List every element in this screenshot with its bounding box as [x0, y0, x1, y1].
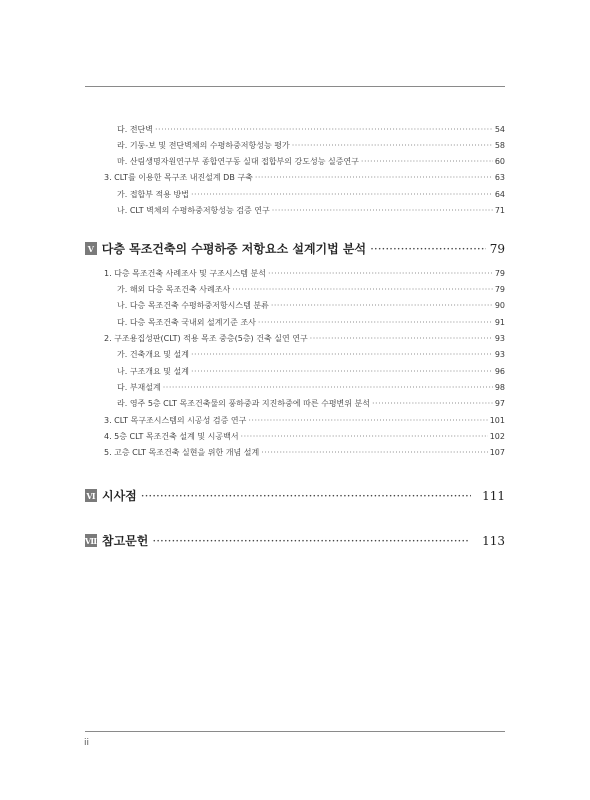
chapter-page: 111: [482, 488, 505, 503]
toc-entry[interactable]: [104, 447, 505, 458]
toc-entry-page: 64: [494, 190, 505, 199]
toc-entry[interactable]: [104, 172, 505, 183]
toc-entry-title: 가. 접합부 적용 방법: [117, 190, 189, 199]
toc-entry[interactable]: [117, 366, 505, 377]
toc-chapter[interactable]: [85, 487, 505, 504]
toc-entry-title: 다. 다층 목조건축 국내외 설계기준 조사: [117, 318, 256, 327]
toc-entry-title: 3. CLT 목구조시스템의 시공성 검증 연구: [104, 416, 247, 425]
chapter-page: 79: [489, 241, 505, 256]
toc-entry-page: 93: [494, 334, 505, 343]
dot-leader: [191, 190, 493, 199]
chapter-page: 113: [482, 533, 505, 548]
toc-entry[interactable]: [117, 205, 505, 216]
dot-leader: [292, 141, 493, 150]
dot-leader: [248, 416, 487, 425]
dot-leader: [163, 383, 493, 392]
dot-leader: [241, 432, 488, 441]
dot-leader: [232, 285, 493, 294]
toc-entry[interactable]: [117, 189, 505, 200]
dot-leader: [141, 489, 471, 503]
toc-entry-page: 91: [494, 318, 505, 327]
toc-entry[interactable]: [104, 268, 505, 279]
dot-leader: [372, 399, 493, 408]
toc-entry-title: 다. 부재설계: [117, 383, 161, 392]
chapter-title: 시사점: [102, 489, 137, 503]
dot-leader: [258, 318, 493, 327]
toc-entry[interactable]: [117, 284, 505, 295]
toc-entry-title: 1. 다층 목조건축 사례조사 및 구조시스템 분석: [104, 269, 266, 278]
chapter-number-badge: Ⅴ: [85, 242, 97, 255]
toc-entry-title: 4. 5층 CLT 목조건축 설계 및 시공백서: [104, 432, 239, 441]
toc-entry-page: 97: [494, 399, 505, 408]
dot-leader: [191, 350, 493, 359]
chapter-title: 다층 목조건축의 수평하중 저항요소 설계기법 분석: [101, 242, 367, 256]
toc-entry-title: 나. 다층 목조건축 수평하중저항시스템 분류: [117, 301, 269, 310]
toc-entry-page: 79: [494, 269, 505, 278]
bottom-rule: [85, 731, 505, 732]
chapter-number-badge: Ⅵ: [86, 490, 96, 501]
toc-entry-title: 다. 전단벽: [117, 125, 153, 134]
toc-entry-title: 라. 기둥-보 및 전단벽체의 수평하중저항성능 평가: [117, 141, 290, 150]
dot-leader: [152, 534, 470, 548]
toc-entry-page: 90: [494, 301, 505, 310]
toc-entry[interactable]: [117, 398, 505, 409]
chapter-number-badge: Ⅶ: [84, 535, 98, 546]
toc-entry-title: 나. 구조개요 및 설계: [117, 367, 189, 376]
toc-entry[interactable]: [104, 333, 505, 344]
dot-leader: [155, 125, 493, 134]
toc-entry[interactable]: [117, 349, 505, 360]
dot-leader: [361, 157, 493, 166]
dot-leader: [310, 334, 493, 343]
dot-leader: [271, 301, 493, 310]
dot-leader: [255, 173, 493, 182]
toc-entry-page: 93: [494, 350, 505, 359]
toc-entry[interactable]: [104, 431, 505, 442]
toc-chapter[interactable]: [85, 532, 505, 549]
chapter-title: 참고문헌: [102, 534, 149, 548]
toc-entry-page: 96: [494, 367, 505, 376]
toc-entry[interactable]: [104, 415, 505, 426]
toc-entry-page: 79: [494, 285, 505, 294]
toc-entry-title: 라. 영주 5층 CLT 목조건축물의 풍하중과 지진하중에 따른 수평변위 분석: [117, 399, 371, 408]
toc-entry-page: 102: [489, 432, 505, 441]
toc-entry[interactable]: [117, 317, 505, 328]
toc-entry-page: 58: [494, 141, 505, 150]
toc-entry-page: 71: [494, 206, 505, 215]
toc-entry-title: 나. CLT 벽체의 수평하중저항성능 검증 연구: [117, 206, 270, 215]
toc-entry[interactable]: [117, 140, 505, 151]
page-number: ii: [84, 738, 90, 748]
dot-leader: [272, 206, 493, 215]
toc-entry-title: 2. 구조용집성판(CLT) 적용 목조 중층(5층) 건축 실연 연구: [104, 334, 308, 343]
toc-entry-page: 101: [489, 416, 505, 425]
toc-entry-title: 3. CLT를 이용한 목구조 내진설계 DB 구축: [104, 173, 253, 182]
dot-leader: [191, 367, 493, 376]
toc-entry-title: 마. 산림생명자원연구부 종합연구동 실대 접합부의 강도성능 실증연구: [117, 157, 359, 166]
toc-chapter[interactable]: [85, 240, 505, 257]
dot-leader: [370, 242, 486, 256]
toc-entry-page: 60: [494, 157, 505, 166]
toc-entry-page: 63: [494, 173, 505, 182]
toc-entry-page: 54: [494, 125, 505, 134]
toc-entry-title: 가. 해외 다층 목조건축 사례조사: [117, 285, 231, 294]
toc-entry-title: 가. 건축개요 및 설계: [117, 350, 189, 359]
toc-entry[interactable]: [117, 300, 505, 311]
dot-leader: [268, 269, 493, 278]
toc-entry-title: 5. 고층 CLT 목조건축 실현을 위한 개념 설계: [104, 448, 260, 457]
toc-entry[interactable]: [117, 124, 505, 135]
toc-entry-page: 98: [494, 383, 505, 392]
top-rule: [85, 86, 505, 87]
toc-entry[interactable]: [117, 382, 505, 393]
dot-leader: [261, 448, 488, 457]
toc-entry-page: 107: [489, 448, 505, 457]
toc-entry[interactable]: [117, 156, 505, 167]
